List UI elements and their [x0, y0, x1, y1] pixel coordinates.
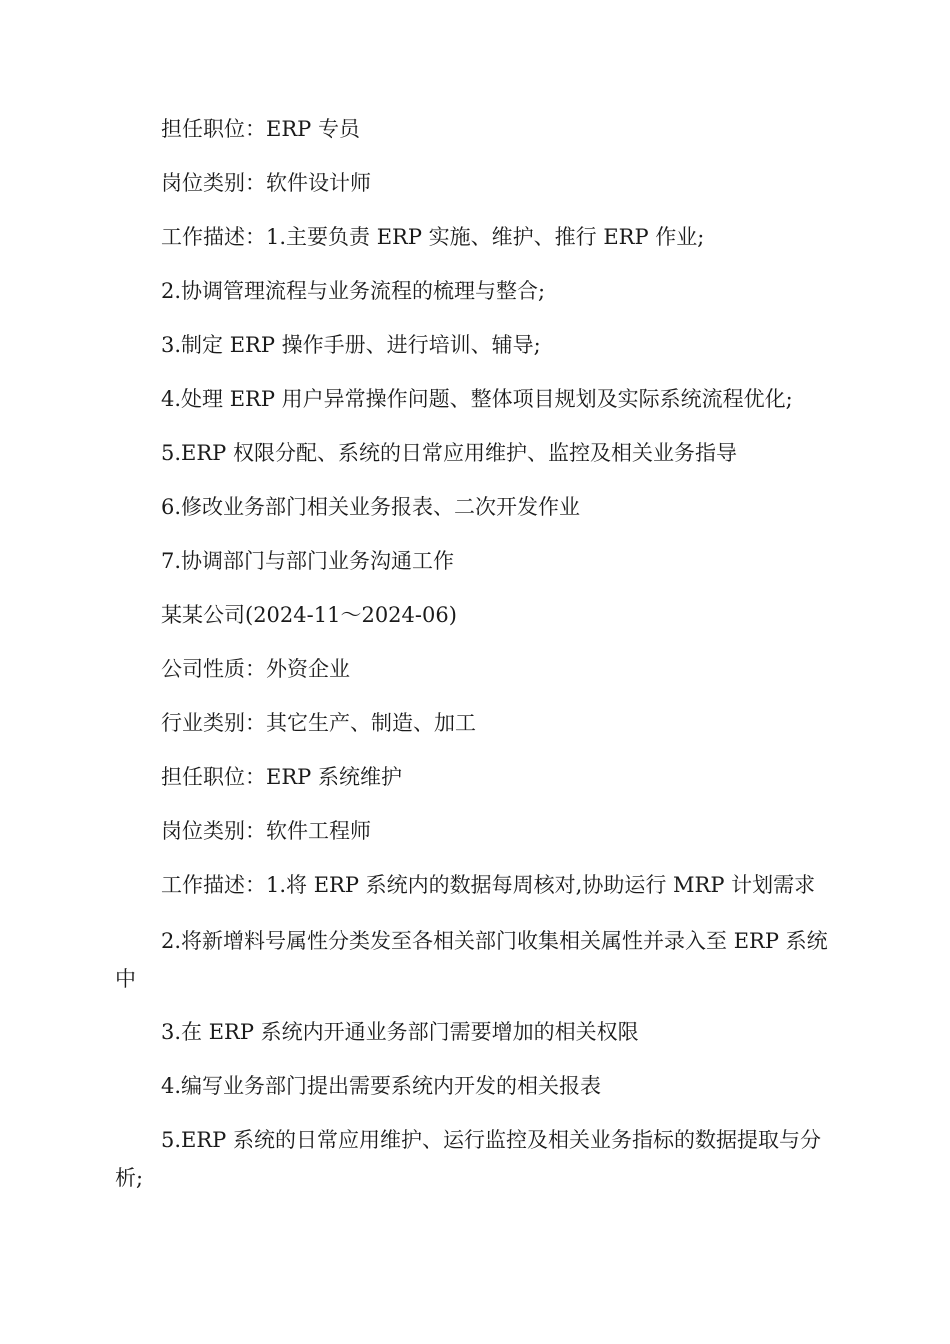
job-description-2-item-5: 5.ERP 系统的日常应用维护、运行监控及相关业务指标的数据提取与分析; [115, 1128, 821, 1190]
position-title-2: 担任职位：ERP 系统维护 [161, 765, 402, 789]
job-category-1: 岗位类别：软件设计师 [161, 171, 371, 195]
job-description-1-item-3: 3.制定 ERP 操作手册、进行培训、辅导; [161, 333, 541, 357]
job-description-2-item-1: 工作描述：1.将 ERP 系统内的数据每周核对,协助运行 MRP 计划需求 [161, 873, 816, 897]
company-heading: 某某公司(2024-11～2024-06) [161, 603, 457, 627]
job-description-1-item-6: 6.修改业务部门相关业务报表、二次开发作业 [161, 495, 581, 519]
job-category-2: 岗位类别：软件工程师 [161, 819, 371, 843]
industry-category: 行业类别：其它生产、制造、加工 [161, 711, 476, 735]
company-nature: 公司性质：外资企业 [161, 657, 350, 681]
job-description-2-item-4: 4.编写业务部门提出需要系统内开发的相关报表 [161, 1074, 602, 1098]
job-description-1-item-2: 2.协调管理流程与业务流程的梳理与整合; [161, 279, 546, 303]
job-description-1-item-5: 5.ERP 权限分配、系统的日常应用维护、监控及相关业务指导 [161, 441, 737, 465]
job-description-2-item-2: 2.将新增料号属性分类发至各相关部门收集相关属性并录入至 ERP 系统中 [115, 929, 828, 991]
position-title-1: 担任职位：ERP 专员 [161, 117, 360, 141]
job-description-1-item-7: 7.协调部门与部门业务沟通工作 [161, 549, 455, 573]
job-description-2-item-3: 3.在 ERP 系统内开通业务部门需要增加的相关权限 [161, 1020, 639, 1044]
job-description-1-item-4: 4.处理 ERP 用户异常操作问题、整体项目规划及实际系统流程优化; [161, 387, 793, 411]
job-description-1-item-1: 工作描述：1.主要负责 ERP 实施、维护、推行 ERP 作业; [161, 225, 705, 249]
